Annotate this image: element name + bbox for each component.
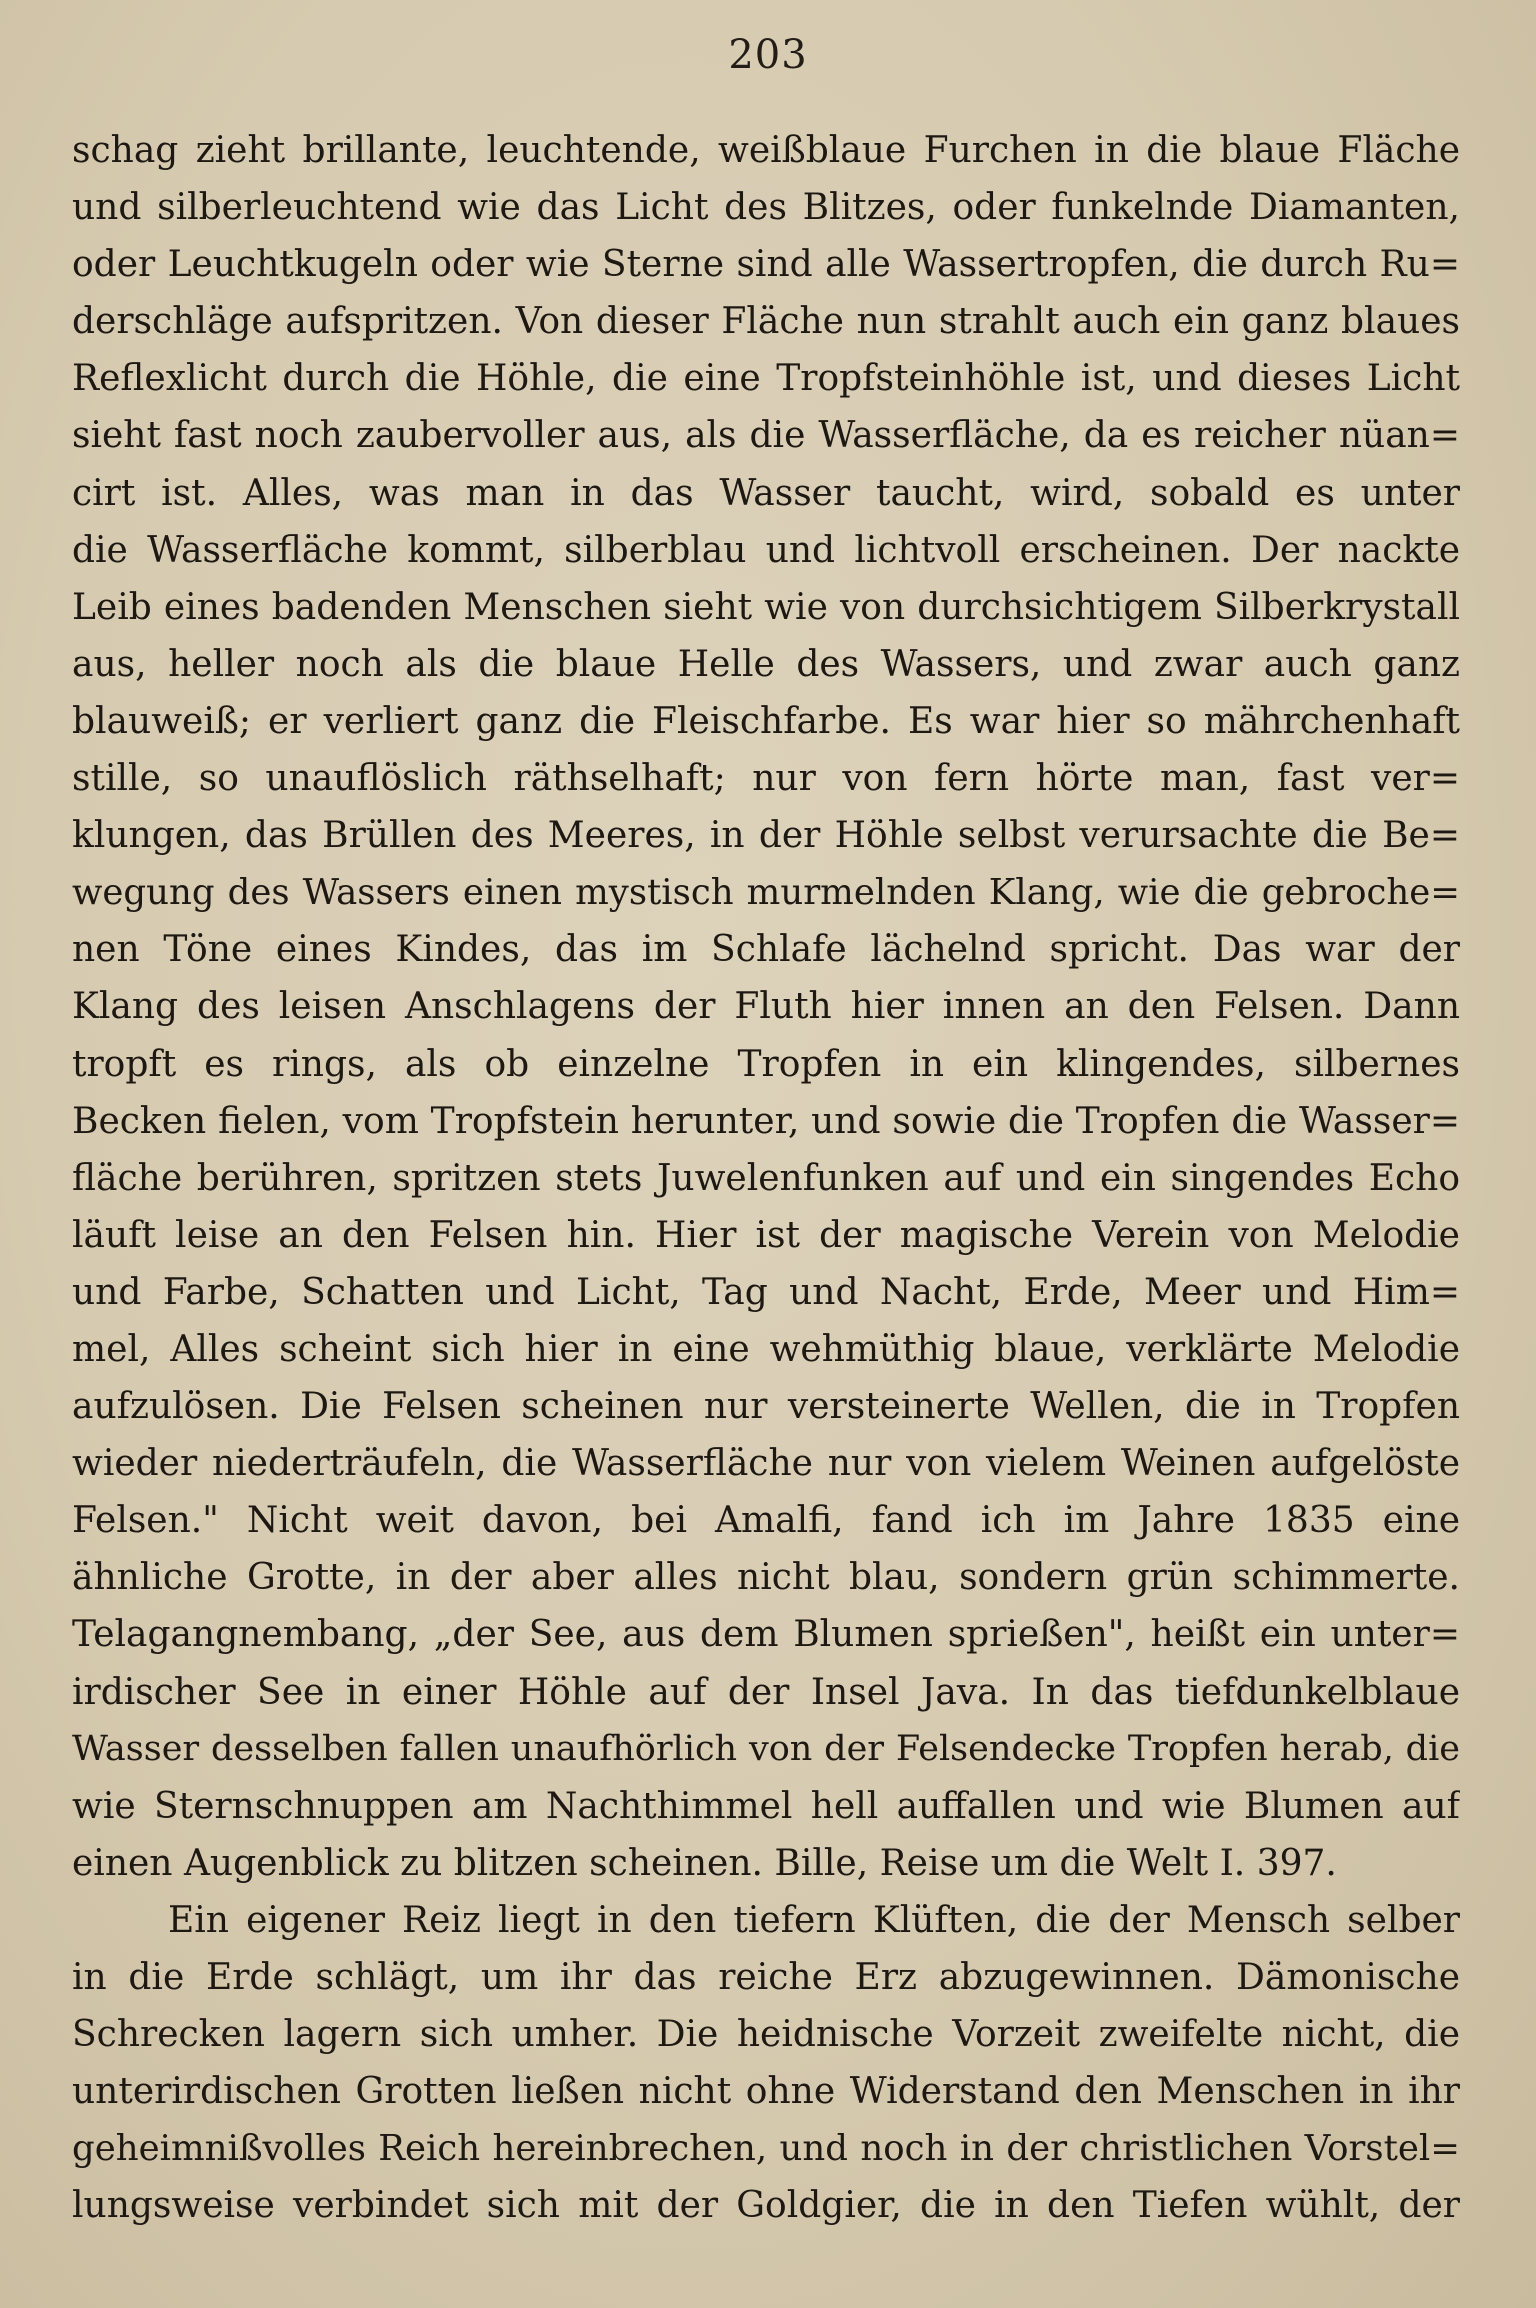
text-line: Felsen." Nicht weit davon, bei Amalfi, fand ich im Jahre 1835 eine bbox=[72, 1500, 1460, 1542]
text-line: Schrecken lagern sich umher. Die heidnische Vorzeit zweifelte nicht, die bbox=[72, 2014, 1460, 2056]
text-line: aufzulösen. Die Felsen scheinen nur versteinerte Wellen, die in Tropfen bbox=[72, 1386, 1460, 1428]
text-line: unterirdischen Grotten ließen nicht ohne Widerstand den Menschen in ihr bbox=[72, 2071, 1460, 2113]
text-line: fläche berühren, spritzen stets Juwelenfunken auf und ein singendes Echo bbox=[72, 1157, 1460, 1199]
text-line: und silberleuchtend wie das Licht des Blitzes, oder funkelnde Diamanten, bbox=[72, 187, 1460, 229]
text-line: cirt ist. Alles, was man in das Wasser taucht, wird, sobald es unter bbox=[72, 472, 1460, 514]
text-line: wie Sternschnuppen am Nachthimmel hell auffallen und wie Blumen auf bbox=[72, 1785, 1460, 1827]
text-line: derschläge aufspritzen. Von dieser Fläche nun strahlt auch ein ganz blaues bbox=[72, 301, 1460, 343]
text-line: in die Erde schlägt, um ihr das reiche Erz abzugewinnen. Dämonische bbox=[72, 1957, 1460, 1998]
text-line: Wasser desselben fallen unaufhörlich von der Felsendecke Tropfen herab, die bbox=[72, 1728, 1460, 1769]
text-line: wieder niederträufeln, die Wasserfläche nur von vielem Weinen aufgelöste bbox=[72, 1443, 1460, 1485]
text-line: wegung des Wassers einen mystisch murmelnden Klang, wie die gebroche= bbox=[72, 872, 1460, 914]
text-line: läuft leise an den Felsen hin. Hier ist der magische Verein von Melodie bbox=[72, 1214, 1460, 1256]
text-line: Telagangnembang, „der See, aus dem Blumen sprießen", heißt ein unter= bbox=[72, 1614, 1460, 1656]
text-line: blauweiß; er verliert ganz die Fleischfarbe. Es war hier so mährchenhaft bbox=[72, 700, 1460, 742]
text-line: mel, Alles scheint sich hier in eine wehmüthig blaue, verklärte Melodie bbox=[72, 1328, 1460, 1370]
text-line: lungsweise verbindet sich mit der Goldgier, die in den Tiefen wühlt, der bbox=[72, 2185, 1460, 2227]
text-line: Reflexlicht durch die Höhle, die eine Tropfsteinhöhle ist, und dieses Licht bbox=[72, 358, 1460, 400]
text-line: irdischer See in einer Höhle auf der Insel Java. In das tiefdunkelblaue bbox=[72, 1671, 1460, 1713]
text-line: Becken fielen, vom Tropfstein herunter, und sowie die Tropfen die Wasser= bbox=[72, 1100, 1460, 1142]
text-line: ähnliche Grotte, in der aber alles nicht blau, sondern grün schimmerte. bbox=[72, 1557, 1460, 1599]
paragraph-end-line: einen Augenblick zu blitzen scheinen. Bille, Reise um die Welt I. 397. bbox=[72, 1842, 1337, 1884]
text-line: sieht fast noch zaubervoller aus, als die Wasserfläche, da es reicher nüan= bbox=[72, 415, 1460, 457]
paragraph-start-line: Ein eigener Reiz liegt in den tiefern Klüften, die der Mensch selber bbox=[168, 1899, 1460, 1941]
page-number: 203 bbox=[728, 32, 808, 78]
text-line: und Farbe, Schatten und Licht, Tag und Nacht, Erde, Meer und Him= bbox=[72, 1271, 1460, 1313]
text-line: die Wasserfläche kommt, silberblau und lichtvoll erscheinen. Der nackte bbox=[72, 529, 1460, 571]
text-line: tropft es rings, als ob einzelne Tropfen in ein klingendes, silbernes bbox=[72, 1043, 1460, 1085]
text-line: Klang des leisen Anschlagens der Fluth hier innen an den Felsen. Dann bbox=[72, 986, 1460, 1028]
text-line: schag zieht brillante, leuchtende, weißblaue Furchen in die blaue Fläche bbox=[72, 130, 1460, 171]
text-line: klungen, das Brüllen des Meeres, in der Höhle selbst verursachte die Be= bbox=[72, 815, 1460, 857]
text-line: oder Leuchtkugeln oder wie Sterne sind alle Wassertropfen, die durch Ru= bbox=[72, 244, 1460, 286]
text-line: nen Töne eines Kindes, das im Schlafe lächelnd spricht. Das war der bbox=[72, 929, 1460, 971]
text-line: Leib eines badenden Menschen sieht wie von durchsichtigem Silberkrystall bbox=[72, 586, 1460, 628]
text-line: geheimnißvolles Reich hereinbrechen, und noch in der christlichen Vorstel= bbox=[72, 2128, 1460, 2170]
text-line: stille, so unauflöslich räthselhaft; nur von fern hörte man, fast ver= bbox=[72, 758, 1460, 800]
text-line: aus, heller noch als die blaue Helle des Wassers, und zwar auch ganz bbox=[72, 643, 1460, 685]
body-text bbox=[72, 122, 1460, 2234]
